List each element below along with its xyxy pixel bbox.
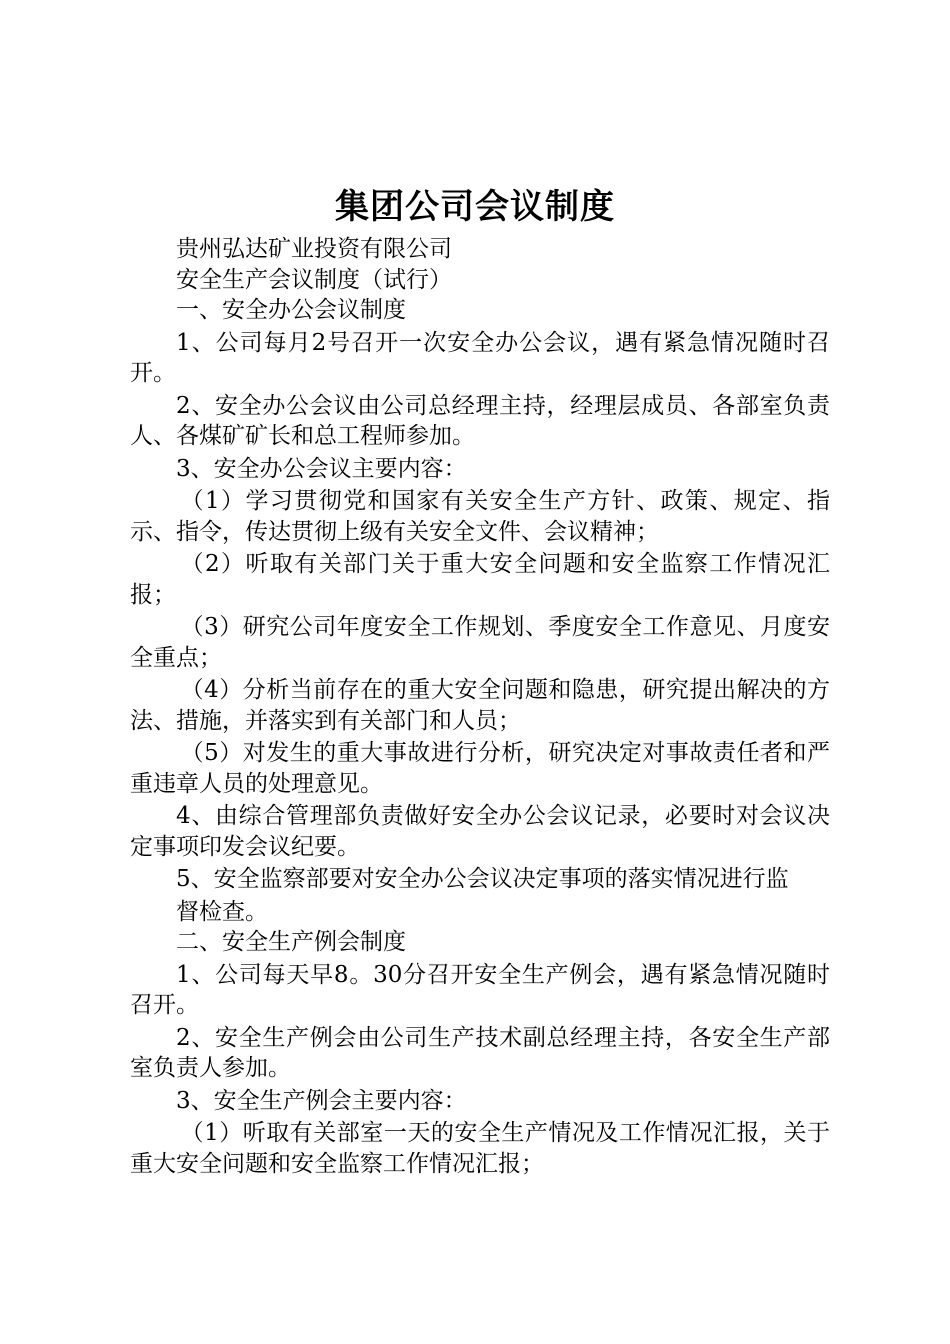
regulation-title: 安全生产会议制度（试行） <box>176 266 452 293</box>
section-heading: 一、安全办公会议制度 <box>176 297 406 323</box>
list-item: （5）对发生的重大事故进行分析，研究决定对事故责任者和严重违章人员的处理意见。 <box>130 740 830 797</box>
document-title: 集团公司会议制度 <box>335 187 615 227</box>
document-body <box>130 234 830 1179</box>
paragraph: 督检查。 <box>176 898 268 925</box>
paragraph: 2、安全生产例会由公司生产技术副总经理主持，各安全生产部室负责人参加。 <box>130 1024 830 1081</box>
paragraph: 3、安全生产例会主要内容： <box>176 1087 467 1114</box>
list-item: （4）分析当前存在的重大安全问题和隐患，研究提出解决的方法、措施，并落实到有关部门和人员； <box>130 677 830 734</box>
paragraph: 3、安全办公会议主要内容： <box>176 455 467 482</box>
list-item: （3）研究公司年度安全工作规划、季度安全工作意见、月度安全重点； <box>130 614 830 671</box>
list-item: （1）听取有关部室一天的安全生产情况及工作情况汇报，关于重大安全问题和安全监察工作情况汇报； <box>130 1120 830 1177</box>
company-name: 贵州弘达矿业投资有限公司 <box>176 236 452 262</box>
paragraph: 5、安全监察部要对安全办公会议决定事项的落实情况进行监 <box>176 866 789 892</box>
paragraph: 4、由综合管理部负责做好安全办公会议记录，必要时对会议决定事项印发会议纪要。 <box>130 803 830 860</box>
list-item: （1）学习贯彻党和国家有关安全生产方针、政策、规定、指示、指令，传达贯彻上级有关安全文件、会议精神； <box>130 488 830 545</box>
list-item: （2）听取有关部门关于重大安全问题和安全监察工作情况汇报； <box>130 551 830 608</box>
paragraph: 1、公司每天早8。30分召开安全生产例会，遇有紧急情况随时召开。 <box>130 961 830 1018</box>
paragraph: 2、安全办公会议由公司总经理主持，经理层成员、各部室负责人、各煤矿矿长和总工程师参加。 <box>130 392 830 449</box>
section-heading: 二、安全生产例会制度 <box>176 929 406 955</box>
paragraph: 1、公司每月2号召开一次安全办公会议，遇有紧急情况随时召开。 <box>130 329 830 386</box>
